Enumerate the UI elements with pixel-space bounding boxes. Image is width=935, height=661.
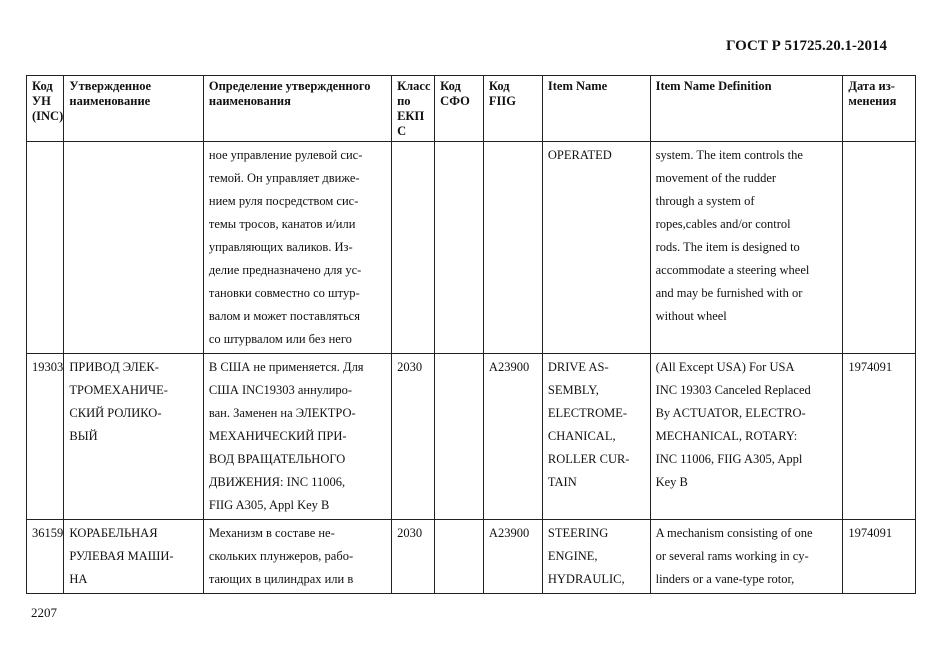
table-header-row: [27, 76, 916, 142]
cell-definition: [203, 354, 391, 520]
cell-item-name: [542, 142, 650, 354]
cell-fiig: [483, 142, 542, 354]
cell-text-line: DRIVE AS-: [547, 360, 609, 374]
cell-fiig: [483, 520, 542, 594]
cell-text-line: SEMBLY,: [547, 383, 599, 397]
cell-text-line: through a system of: [655, 194, 755, 208]
cell-text-line: linders or a vane-type rotor,: [655, 572, 795, 586]
column-header-item-name: Item Name: [542, 76, 650, 142]
document-standard-number: ГОСТ Р 51725.20.1-2014: [725, 38, 887, 54]
cell-sfo: [435, 520, 484, 594]
cell-approved-name: [64, 142, 203, 354]
cell-text-line: США INC19303 аннулиро-: [208, 383, 353, 397]
cell-item-name: [542, 520, 650, 594]
cell-text-line: В США не применяется. Для: [208, 360, 364, 374]
column-header-inc: Код УН (INC): [27, 76, 64, 142]
cell-text-line: ROLLER CUR-: [547, 452, 630, 466]
cell-text-line: movement of the rudder: [655, 171, 777, 185]
cell-text-line: accommodate a steering wheel: [655, 263, 810, 277]
cell-text-line: CHANICAL,: [547, 429, 616, 443]
cell-text: 1974091: [848, 526, 893, 540]
page-number: 2207: [31, 605, 57, 620]
cell-class: [392, 520, 435, 594]
cell-text-line: ENGINE,: [547, 549, 598, 563]
cell-text-line: ДВИЖЕНИЯ: INC 11006,: [208, 475, 346, 489]
cell-text-line: МЕХАНИЧЕСКИЙ ПРИ-: [208, 429, 347, 443]
cell-text-line: FIIG A305, Appl Key B: [208, 498, 330, 512]
column-header-class: Класс по ЕКП С: [392, 76, 435, 142]
cell-text-line: КОРАБЕЛЬНАЯ: [69, 526, 158, 540]
cell-text-line: со штурвалом или без него: [208, 332, 352, 346]
cell-item-name: [542, 354, 650, 520]
cell-text-line: СКИЙ РОЛИКО-: [69, 406, 162, 420]
cell-text-line: РУЛЕВАЯ МАШИ-: [69, 549, 174, 563]
cell-sfo: [435, 142, 484, 354]
column-header-approved-name: Утвержденное наименование: [64, 76, 203, 142]
cell-change-date: [843, 354, 916, 520]
cell-text-line: делие предназначено для ус-: [208, 263, 362, 277]
cell-text-line: STEERING: [547, 526, 609, 540]
cell-fiig: [483, 354, 542, 520]
cell-text-line: ВЫЙ: [69, 429, 98, 443]
cell-text-line: темы тросов, канатов и/или: [208, 217, 356, 231]
cell-text-line: MECHANICAL, ROTARY:: [655, 429, 798, 443]
cell-text-line: ное управление рулевой сис-: [208, 148, 363, 162]
cell-text: A23900: [488, 526, 530, 540]
cell-text-line: Key B: [655, 475, 688, 489]
cell-text-line: управляющих валиков. Из-: [208, 240, 353, 254]
cell-text-line: A mechanism consisting of one: [655, 526, 813, 540]
cell-text-line: ТРОМЕХАНИЧЕ-: [69, 383, 168, 397]
cell-class: [392, 142, 435, 354]
cell-text-line: тающих в цилиндрах или в: [208, 572, 354, 586]
column-header-definition: Определение утвержденного наименования: [203, 76, 391, 142]
cell-text-line: INC 11006, FIIG A305, Appl: [655, 452, 803, 466]
cell-text-line: (All Except USA) For USA: [655, 360, 795, 374]
table-row: [27, 354, 916, 520]
cell-class: [392, 354, 435, 520]
cell-text-line: Механизм в составе не-: [208, 526, 335, 540]
cell-text: 2030: [397, 526, 423, 540]
cell-definition: [203, 142, 391, 354]
cell-text: 1974091: [848, 360, 893, 374]
cell-text-line: валом и может поставляться: [208, 309, 360, 323]
table-row: [27, 142, 916, 354]
cell-text-line: темой. Он управляет движе-: [208, 171, 360, 185]
cell-inc: [27, 354, 64, 520]
cell-approved-name: [64, 520, 203, 594]
cell-text-line: скольких плунжеров, рабо-: [208, 549, 354, 563]
cell-text-line: By ACTUATOR, ELECTRO-: [655, 406, 806, 420]
cell-text-line: тановки совместно со штур-: [208, 286, 360, 300]
cell-approved-name: [64, 354, 203, 520]
data-table: [26, 75, 916, 594]
cell-text-line: ПРИВОД ЭЛЕК-: [69, 360, 159, 374]
cell-text-line: нием руля посредством сис-: [208, 194, 359, 208]
cell-item-definition: [650, 354, 843, 520]
cell-text: 19303: [32, 360, 64, 374]
cell-text-line: НА: [69, 572, 88, 586]
cell-text-line: ELECTROME-: [547, 406, 628, 420]
cell-inc: [27, 520, 64, 594]
cell-item-definition: [650, 142, 843, 354]
cell-text-line: OPERATED: [547, 148, 612, 162]
column-header-change-date: Дата из- менения: [843, 76, 916, 142]
cell-text-line: or several rams working in cy-: [655, 549, 809, 563]
cell-text: 36159: [32, 526, 64, 540]
cell-text-line: without wheel: [655, 309, 727, 323]
cell-text-line: INC 19303 Canceled Replaced: [655, 383, 811, 397]
cell-definition: [203, 520, 391, 594]
column-header-fiig: Код FIIG: [483, 76, 542, 142]
cell-text-line: system. The item controls the: [655, 148, 803, 162]
cell-item-definition: [650, 520, 843, 594]
column-header-item-definition: Item Name Definition: [650, 76, 843, 142]
table-row: [27, 520, 916, 594]
column-header-sfo: Код СФО: [435, 76, 484, 142]
cell-text-line: rods. The item is designed to: [655, 240, 800, 254]
cell-text-line: ван. Заменен на ЭЛЕКТРО-: [208, 406, 356, 420]
cell-inc: [27, 142, 64, 354]
cell-sfo: [435, 354, 484, 520]
cell-text: A23900: [488, 360, 530, 374]
cell-change-date: [843, 142, 916, 354]
cell-text-line: HYDRAULIC,: [547, 572, 625, 586]
cell-text-line: ВОД ВРАЩАТЕЛЬНОГО: [208, 452, 346, 466]
cell-text-line: ropes,cables and/or control: [655, 217, 791, 231]
cell-text-line: and may be furnished with or: [655, 286, 803, 300]
cell-text: 2030: [397, 360, 423, 374]
cell-text-line: TAIN: [547, 475, 577, 489]
cell-change-date: [843, 520, 916, 594]
